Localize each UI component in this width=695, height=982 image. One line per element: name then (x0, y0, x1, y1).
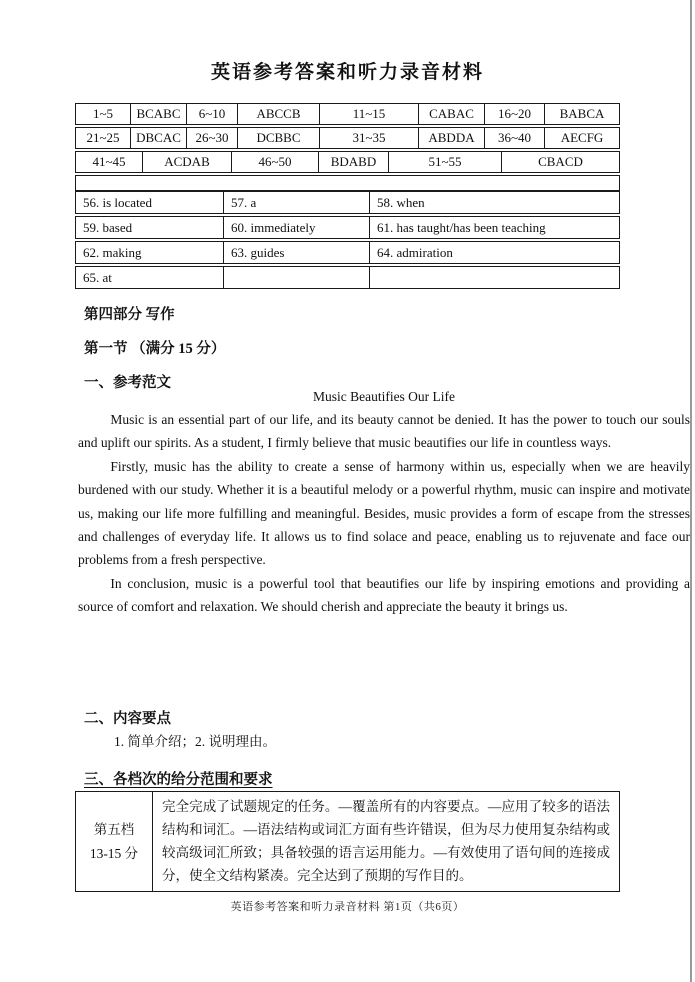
answer-range: 41~45 (92, 154, 126, 169)
table-row (75, 241, 620, 264)
fill-in-answer: 62. making (83, 245, 142, 260)
essay-paragraph: Firstly, music has the ability to create a sense of harmony within us, especially when we are heavily burdened with our study. Whether it is a beautiful melody or a powerful rhythm, music can inspire and motivate us, making our life more fulfilling and meaningful. Besides, music provides a form of escape from the stresses and challenges of everyday life. It allows us to find solace and peace, enabling us to rejuvenate and face our problems from a fresh perspective. (78, 458, 690, 568)
model-essay (78, 389, 690, 619)
table-row (75, 127, 620, 149)
answer-range: 51~55 (388, 152, 501, 172)
page-title: 英语参考答案和听力录音材料 (210, 62, 484, 83)
table-row (75, 191, 620, 214)
answer-range: 31~35 (319, 128, 418, 148)
answer-range: 16~20 (484, 104, 544, 124)
fill-in-answer (223, 267, 369, 288)
answer-letters: ACDAB (142, 152, 231, 172)
answer-letters: AECFG (544, 128, 619, 148)
part4-heading: 第四部分 写作 (84, 307, 175, 323)
essay-paragraph: In conclusion, music is a powerful tool that beautifies our life by inspiring emotions and providing a source of comfort and relaxation. We should cherish and appreciate the beauty it brings us. (78, 575, 690, 615)
grade-band-cell (76, 792, 153, 891)
table-empty-row (75, 175, 620, 191)
page-footer: 英语参考答案和听力录音材料 第1页（共6页） (230, 901, 465, 913)
grading-table (75, 791, 620, 892)
fill-in-answer: 60. immediately (223, 217, 369, 238)
fill-in-answer: 63. guides (223, 242, 369, 263)
grade-score-range: 13-15 分 (89, 845, 139, 861)
answer-range: 11~15 (319, 104, 418, 124)
content-points-text: 1. 简单介绍；2. 说明理由。 (114, 734, 276, 749)
table-row (75, 103, 620, 125)
answer-range: 26~30 (186, 128, 237, 148)
fill-in-answer: 61. has taught/has been teaching (369, 217, 619, 238)
grading-heading: 三、各档次的给分范围和要求 (84, 772, 273, 788)
fill-in-answer: 65. at (83, 270, 112, 285)
grade-band-name: 第五档 (93, 821, 135, 837)
answer-range: 6~10 (186, 104, 237, 124)
answer-letters: BDABD (318, 152, 388, 172)
fill-in-answer: 56. is located (83, 195, 152, 210)
table-row (75, 216, 620, 239)
content-points-heading: 二、内容要点 (84, 711, 171, 727)
answer-letters: ABDDA (418, 128, 484, 148)
answer-letters: ABCCB (237, 104, 319, 124)
fill-in-answer: 64. admiration (369, 242, 619, 263)
answer-letters: BABCA (544, 104, 619, 124)
fill-in-answer: 57. a (223, 192, 369, 213)
answer-letters: DBCAC (130, 128, 186, 148)
answer-key-table (75, 103, 620, 191)
answer-range: 46~50 (231, 152, 318, 172)
page-edge-line (690, 0, 692, 982)
answer-range: 1~5 (92, 106, 114, 121)
fill-in-answer: 58. when (369, 192, 619, 213)
grade-criteria-cell: 完全完成了试题规定的任务。—覆盖所有的内容要点。—应用了较多的语法结构和词汇。—语法结构或词汇方面有些许错误，但为尽力使用复杂结构或较高级词汇所致；具备较强的语言运用能力。—有效使用了语句间的连接成分，使全文结构紧凑。完全达到了预期的写作目的。 (162, 799, 610, 883)
reference-essay-heading: 一、参考范文 (84, 375, 171, 391)
fill-in-answer (369, 267, 619, 288)
table-row (75, 266, 620, 289)
fill-in-answer: 59. based (83, 220, 133, 235)
essay-title: Music Beautifies Our Life (312, 389, 456, 404)
answer-letters: BCABC (130, 104, 186, 124)
fill-in-answer-table (75, 191, 620, 289)
essay-paragraph: Music is an essential part of our life, and its beauty cannot be denied. It has the power to touch our souls and uplift our spirits. As a student, I firmly believe that music beautifies our life in countless ways. (78, 412, 690, 451)
answer-letters: DCBBC (237, 128, 319, 148)
answer-range: 36~40 (484, 128, 544, 148)
empty-cell (76, 176, 619, 190)
answer-letters: CABAC (418, 104, 484, 124)
section1-heading: 第一节 （满分 15 分） (84, 341, 226, 357)
table-row (75, 151, 620, 173)
answer-letters: CBACD (501, 152, 619, 172)
answer-range: 21~25 (86, 130, 120, 145)
